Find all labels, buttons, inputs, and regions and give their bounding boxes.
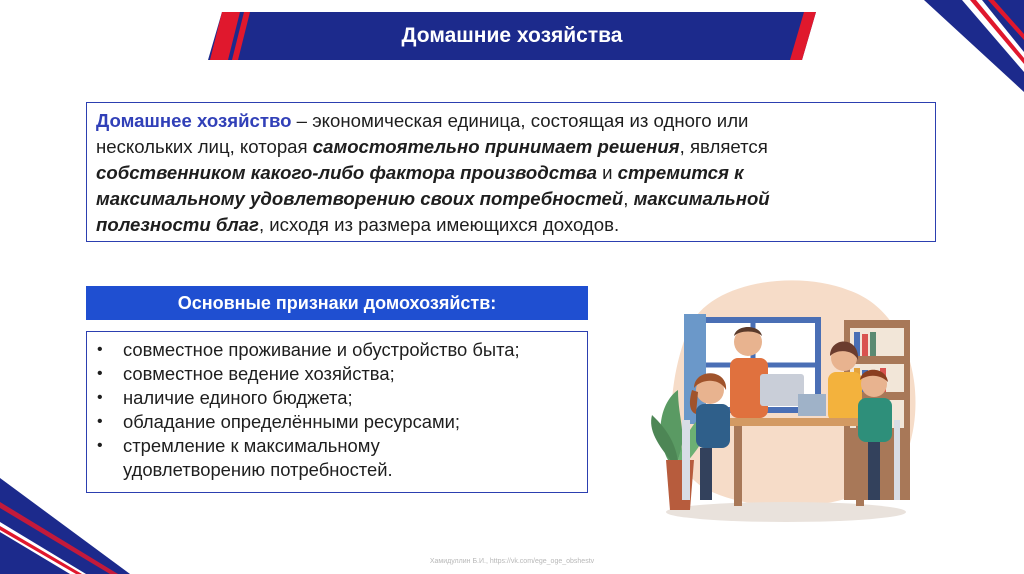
feature-item-text: наличие единого бюджета; <box>123 387 353 408</box>
bullet-icon: • <box>97 389 103 406</box>
features-box <box>86 331 588 493</box>
definition-emphasis: стремится к <box>617 162 744 183</box>
definition-run: , является <box>679 136 768 157</box>
footer-credit: Хамидуллин Б.И., https://vk.com/ege_oge_obshestv <box>429 558 595 565</box>
family-working-illustration <box>648 270 924 530</box>
bullet-icon: • <box>97 365 103 382</box>
definition-text <box>96 108 925 238</box>
definition-line <box>96 186 925 212</box>
feature-item <box>97 410 579 434</box>
features-list <box>97 338 579 482</box>
features-heading: Основные признаки домохозяйств: <box>86 286 588 320</box>
definition-box <box>86 102 936 242</box>
title-banner <box>208 12 816 60</box>
definition-line <box>96 108 925 134</box>
definition-emphasis: самостоятельно принимает решения <box>312 136 680 157</box>
definition-emphasis: максимальной <box>633 188 770 209</box>
definition-run: , <box>623 188 634 209</box>
feature-item-text: совместное проживание и обустройство быта; <box>123 339 520 360</box>
bullet-icon: • <box>97 413 103 430</box>
definition-run: – экономическая единица, состоящая из одного или <box>291 110 749 131</box>
feature-item <box>97 386 579 410</box>
definition-line <box>96 212 925 238</box>
feature-item <box>97 362 579 386</box>
bullet-icon: • <box>97 437 103 454</box>
definition-line <box>96 160 925 186</box>
definition-term: Домашнее хозяйство <box>96 110 292 131</box>
feature-item-text: удовлетворению потребностей. <box>123 459 393 480</box>
definition-run: нескольких лиц, которая <box>96 136 313 157</box>
feature-item <box>97 434 579 482</box>
definition-emphasis: полезности благ <box>96 214 259 235</box>
definition-emphasis: собственником какого-либо фактора производства <box>96 162 597 183</box>
feature-item-text: стремление к максимальному <box>123 435 380 456</box>
page-title: Домашние хозяйства <box>401 24 623 47</box>
corner-decoration-top-right <box>904 0 1024 92</box>
bullet-icon: • <box>97 341 103 358</box>
feature-item-text: обладание определёнными ресурсами; <box>123 411 461 432</box>
definition-run: и <box>596 162 618 183</box>
definition-emphasis: максимальному удовлетворению своих потребностей <box>96 188 624 209</box>
definition-run: , исходя из размера имеющихся доходов. <box>258 214 620 235</box>
feature-item <box>97 338 579 362</box>
definition-line <box>96 134 925 160</box>
feature-item-text: совместное ведение хозяйства; <box>123 363 395 384</box>
